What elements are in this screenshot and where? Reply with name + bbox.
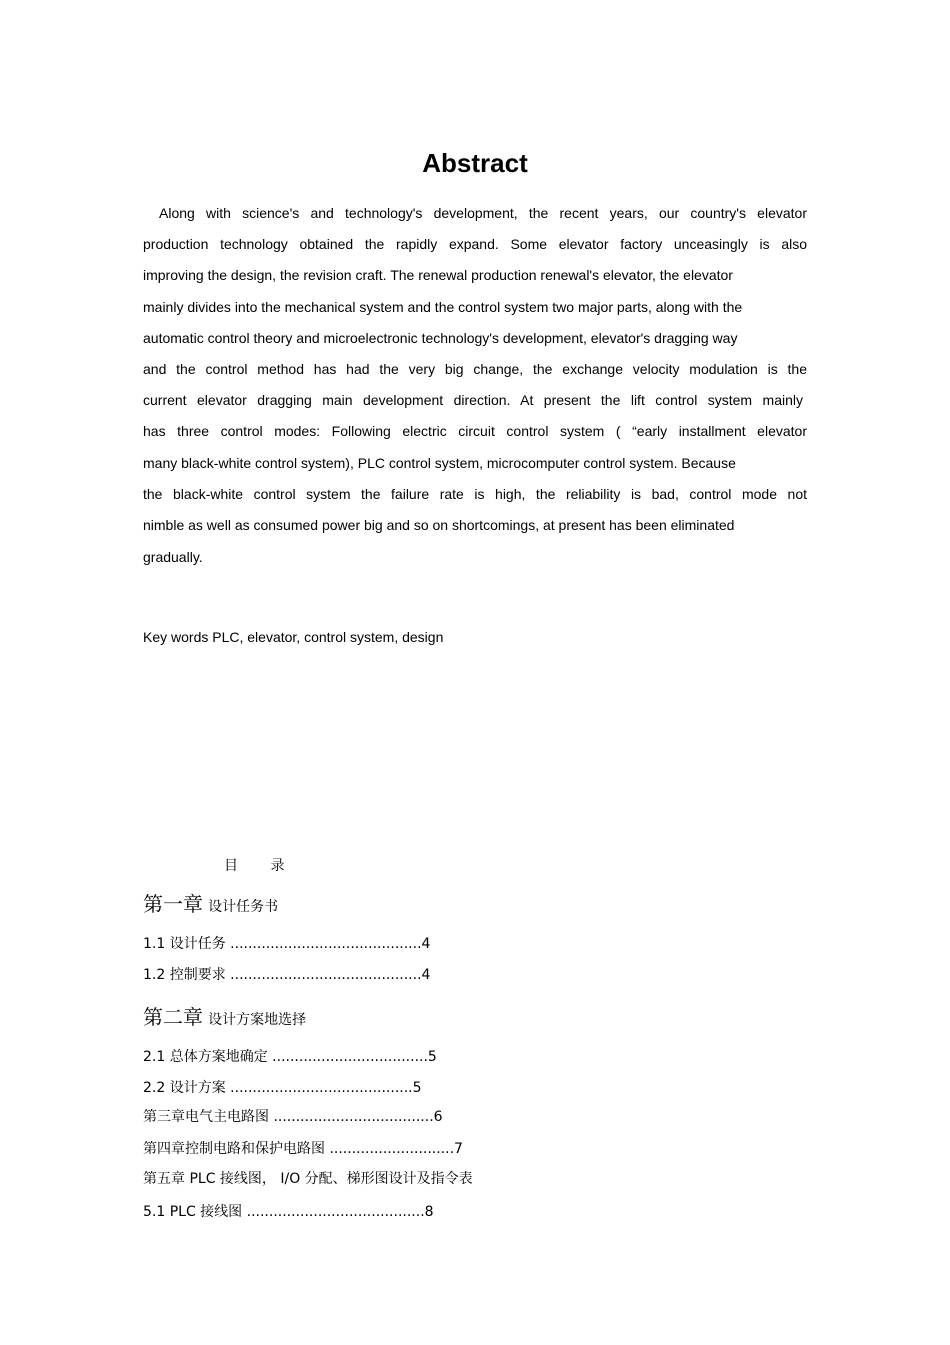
chapter-number: 第一章 [143, 892, 203, 916]
toc-item: 第四章控制电路和保护电路图 ............................7 [143, 1141, 463, 1157]
abstract-line: the black-white control system the failure rate is high, the reliability is bad, control mode not [143, 486, 807, 502]
toc-heading: 目 录 [224, 858, 299, 874]
toc-item: 1.2 控制要求 ...........................................4 [143, 967, 431, 983]
abstract-line: Along with science's and technology's development, the recent years, our country's elevator [159, 205, 807, 221]
abstract-line: and the control method has had the very big change, the exchange velocity modulation is the [143, 361, 807, 377]
abstract-line: gradually. [143, 549, 203, 565]
abstract-title: Abstract [422, 148, 528, 178]
toc-item: 第三章电气主电路图 ....................................6 [143, 1109, 443, 1125]
chapter-title: 设计任务书 [208, 899, 279, 915]
abstract-line: many black-white control system), PLC control system, microcomputer control system. Because [143, 455, 736, 471]
toc-chapter-2 [143, 1001, 306, 1030]
abstract-line: production technology obtained the rapidly expand. Some elevator factory unceasingly is also [143, 236, 807, 252]
toc-item: 2.1 总体方案地确定 ...................................5 [143, 1049, 437, 1065]
chapter-title: 设计方案地选择 [208, 1012, 307, 1028]
abstract-line: nimble as well as consumed power big and so on shortcomings, at present has been eliminated [143, 517, 735, 533]
abstract-line: current elevator dragging main development direction. At present the lift control system mainly [143, 392, 803, 408]
abstract-line: improving the design, the revision craft. The renewal production renewal's elevator, the elevator [143, 267, 733, 283]
chapter-number: 第二章 [143, 1005, 203, 1029]
abstract-line: mainly divides into the mechanical system and the control system two major parts, along with the [143, 299, 743, 315]
abstract-line: automatic control theory and microelectronic technology's development, elevator's dragging way [143, 330, 738, 346]
toc-item: 1.1 设计任务 ...........................................4 [143, 936, 431, 952]
keywords-line: Key words PLC, elevator, control system, design [143, 629, 444, 645]
toc-chapter-1 [143, 888, 278, 917]
abstract-line: has three control modes: Following electric circuit control system ( “early installment elevator [143, 423, 807, 439]
toc-item: 第五章 PLC 接线图， I/O 分配、梯形图设计及指令表 [143, 1171, 473, 1187]
toc-item: 5.1 PLC 接线图 ........................................8 [143, 1204, 434, 1220]
toc-item: 2.2 设计方案 .........................................5 [143, 1080, 422, 1096]
